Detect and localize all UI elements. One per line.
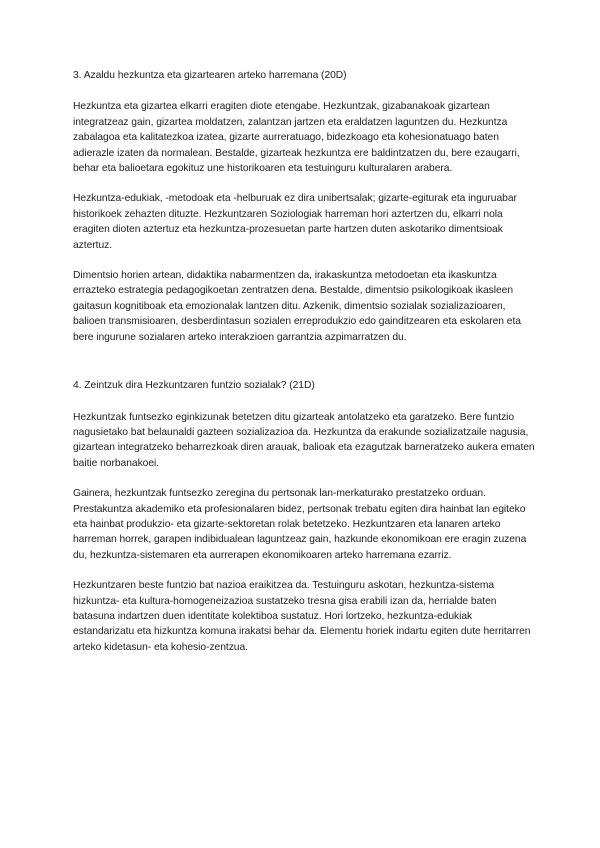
section-3-paragraph-3: Dimentsio horien artean, didaktika nabarmentzen da, irakaskuntza metodoetan eta ikaskuntza errazteko estrategia pedagogikoetan zentratzen dena. Bestalde, dimentsio psikologikoak ikasleen gaitasun kognitiboak eta emozionalak lantzen ditu. Azkenik, dimentsio sozialak sozializazioaren, balioen transmisioaren, desberdintasun sozialen erreprodukzio edo gainditzearen eta eskolaren eta bere ingurune sozialaren arteko interakzioen garrantzia azpimarratzen du. [73,270,521,343]
section-4 [73,378,535,655]
section-3-heading: 3. Azaldu hezkuntza eta gizartearen arteko harremana (20D) [73,70,347,81]
section-4-paragraph-2: Gainera, hezkuntzak funtsezko zeregina du pertsonak lan-merkaturako prestatzeko orduan. Prestakuntza akademiko eta profesionalaren bidez, pertsonak trebatu egiten dira hainbat lan egiteko eta hainbat produkzio- eta gizarte-sektoretan rolak betetzeko. Hezkuntzaren eta lanaren arteko harreman horrek, garapen indibidualean laguntzeaz gain, hazkunde ekonomikoan ere eragin zuzena du, hezkuntza-sistemaren eta aurrerapen ekonomikoaren arteko harremana ezarriz. [73,488,527,561]
section-3-paragraph-1: Hezkuntza eta gizartea elkarri eragiten diote etengabe. Hezkuntzak, gizabanakoak gizartean integratzeaz gain, gizartea moldatzen, zalantzan jartzen eta eraldatzen laguntzen du. Hezkuntza zabalagoa eta kalitatezkoa izatea, gizarte aurreratuago, bidezkoago eta kohesionatuago baten adierazle izaten da normalean. Bestalde, gizarteak hezkuntza ere baldintzatzen du, bere ezaugarri, behar eta balioetara egokituz une historikoaren eta testuinguru kulturalaren arabera. [73,101,520,175]
section-3-paragraph-2: Hezkuntza-edukiak, -metodoak eta -helburuak ez dira unibertsalak; gizarte-egiturak eta inguruabar historikoek zehazten dituzte. Hezkuntzaren Soziologiak harreman hori aztertzen du, elkarri nola eragiten dioten aztertuz eta hezkuntza-prozesuetan parte hartzen duten askotariko dimentsioak aztertuz. [73,193,517,251]
section-4-paragraph-3: Hezkuntzaren beste funtzio bat nazioa eraikitzea da. Testuinguru askotan, hezkuntza-sistema hizkuntza- eta kultura-homogeneizazioa sustatzeko tresna gisa erabili izan da, herrialde baten batasuna indartzen duen identitate kolektiboa sustatuz. Hori lortzeko, hezkuntza-edukiak estandarizatu eta hizkuntza komuna irakatsi behar da. Elementu horiek indartu egiten dute herritarren arteko kidetasun- eta kohesio-zentzua. [73,580,531,653]
document-body [73,68,535,670]
section-4-paragraph-1: Hezkuntzak funtsezko eginkizunak betetzen ditu gizarteak antolatzeko eta garatzeko. Bere funtzio nagusietako bat belaunaldi gazteen sozializazioa da. Hezkuntza da erakunde sozializatzaile nagusia, gizartean integratzeko beharrezkoak diren arauak, balioak eta ezagutzak barneratzeko aukera ematen baitie norbanakoei. [73,411,535,469]
section-4-heading: 4. Zeintzuk dira Hezkuntzaren funtzio sozialak? (21D) [73,380,315,392]
section-3 [73,68,535,345]
section-gap [73,360,535,378]
